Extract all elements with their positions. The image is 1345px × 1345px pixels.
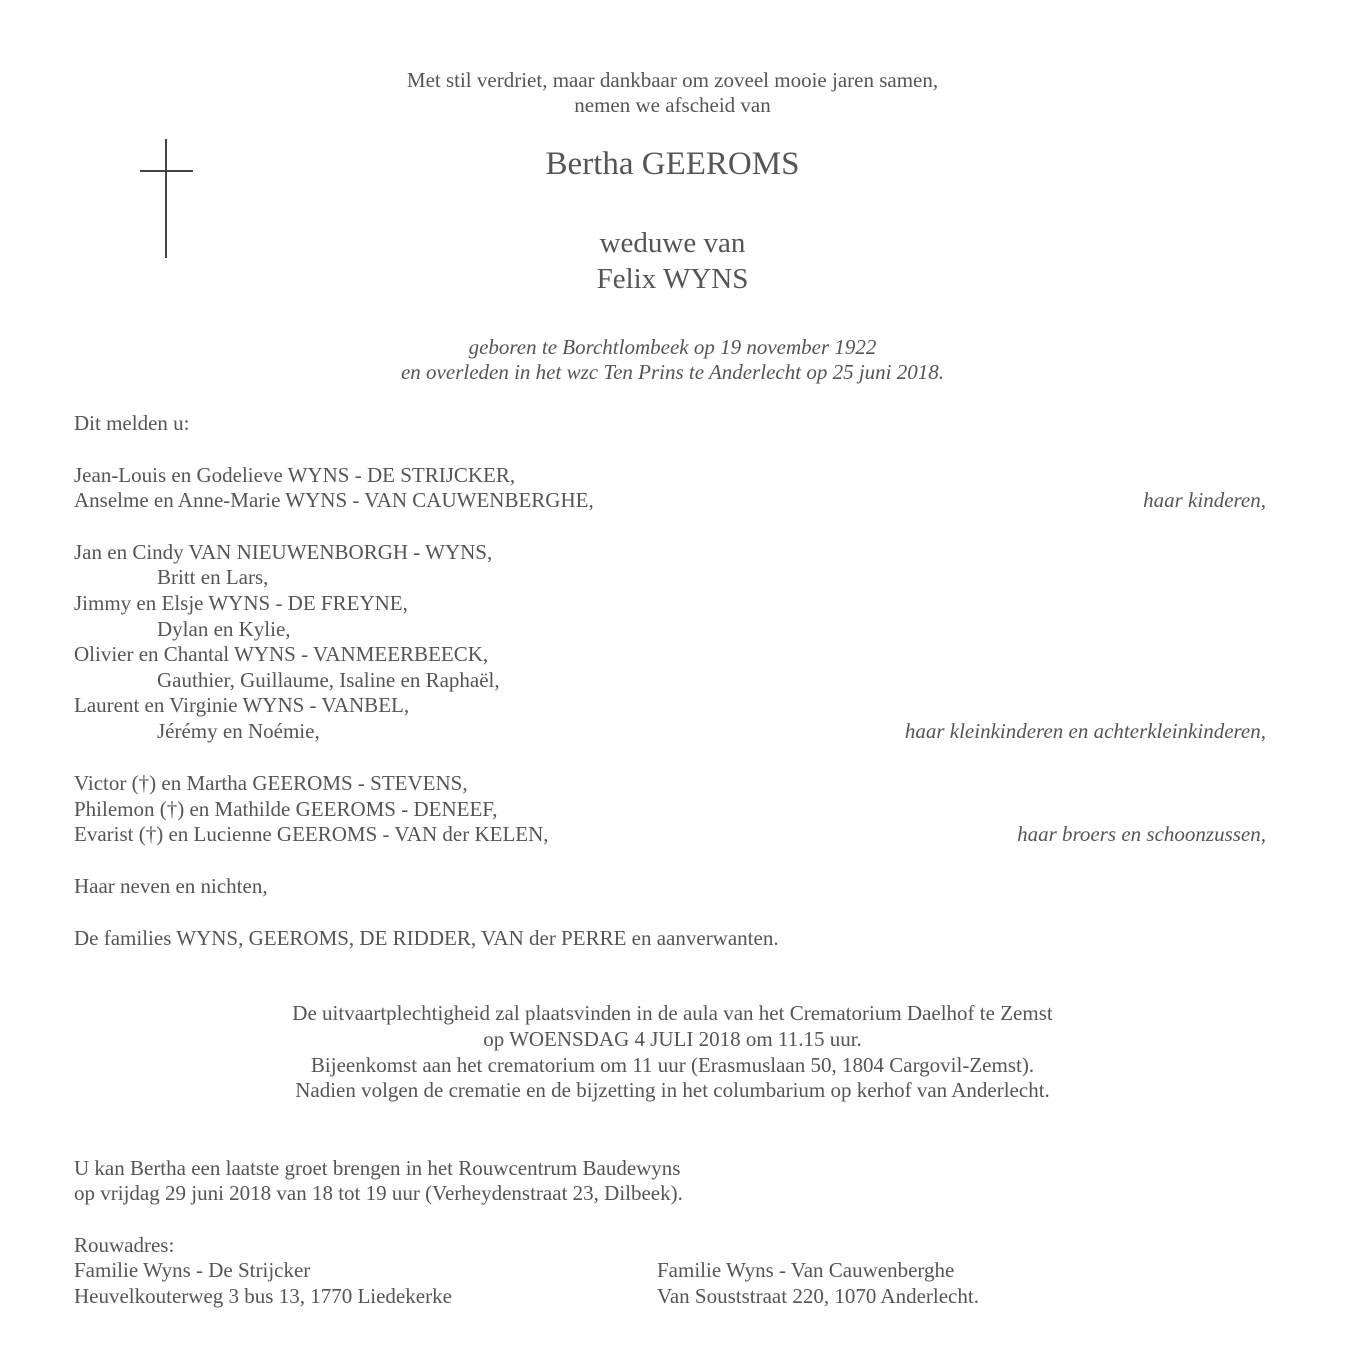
ceremony-line: De uitvaartplechtigheid zal plaatsvinden in de aula van het Crematorium Daelhof te Zemst	[292, 1001, 1053, 1025]
intro-line-2: nemen we afscheid van	[574, 93, 771, 117]
address-1-name: Familie Wyns - De Strijcker	[74, 1258, 311, 1282]
child-line: Anselme en Anne-Marie WYNS - VAN CAUWENBERGHE,	[74, 488, 594, 512]
child-line: Jean-Louis en Godelieve WYNS - DE STRIJCKER,	[74, 463, 516, 487]
grandchild-line: Laurent en Virginie WYNS - VANBEL,	[74, 693, 410, 717]
ceremony-line: op WOENSDAG 4 JULI 2018 om 11.15 uur.	[483, 1027, 862, 1051]
grandchildren-relation: haar kleinkinderen en achterkleinkinderen,	[904, 719, 1266, 743]
cousins-line: Haar neven en nichten,	[74, 874, 268, 898]
address-2-name: Familie Wyns - Van Cauwenberghe	[657, 1258, 955, 1282]
grandchild-line: Jérémy en Noémie,	[157, 719, 320, 743]
sibling-line: Victor (†) en Martha GEEROMS - STEVENS,	[74, 771, 468, 795]
announce-label: Dit melden u:	[74, 411, 190, 435]
grandchild-line: Jan en Cindy VAN NIEUWENBORGH - WYNS,	[74, 540, 493, 564]
grandchild-line: Gauthier, Guillaume, Isaline en Raphaël,	[157, 668, 500, 692]
address-2-street: Van Souststraat 220, 1070 Anderlecht.	[657, 1284, 979, 1308]
families-line: De families WYNS, GEEROMS, DE RIDDER, VAN der PERRE en aanverwanten.	[74, 926, 779, 950]
death-line: en overleden in het wzc Ten Prins te Anderlecht op 25 juni 2018.	[400, 360, 944, 384]
grandchild-line: Dylan en Kylie,	[157, 617, 291, 641]
address-label: Rouwadres:	[74, 1233, 175, 1257]
sibling-line: Evarist (†) en Lucienne GEEROMS - VAN der KELEN,	[74, 822, 549, 846]
grandchild-line: Jimmy en Elsje WYNS - DE FREYNE,	[74, 591, 408, 615]
intro-line-1: Met stil verdriet, maar dankbaar om zoveel mooie jaren samen,	[406, 68, 939, 92]
visitation-line: op vrijdag 29 juni 2018 van 18 tot 19 uur (Verheydenstraat 23, Dilbeek).	[74, 1181, 683, 1205]
visitation-line: U kan Bertha een laatste groet brengen in het Rouwcentrum Baudewyns	[74, 1156, 681, 1180]
grandchild-line: Britt en Lars,	[157, 565, 269, 589]
ceremony-line: Nadien volgen de crematie en de bijzetting in het columbarium op kerhof van Anderlecht.	[295, 1078, 1050, 1102]
siblings-relation: haar broers en schoonzussen,	[1017, 822, 1266, 846]
sibling-line: Philemon (†) en Mathilde GEEROMS - DENEEF,	[74, 797, 498, 821]
grandchild-line: Olivier en Chantal WYNS - VANMEERBEECK,	[74, 642, 489, 666]
deceased-name: Bertha GEEROMS	[545, 146, 800, 182]
children-relation: haar kinderen,	[1143, 488, 1266, 512]
spouse-label: weduwe van	[599, 227, 746, 259]
birth-line: geboren te Borchtlombeek op 19 november 1922	[468, 335, 877, 359]
address-1-street: Heuvelkouterweg 3 bus 13, 1770 Liedekerke	[74, 1284, 452, 1308]
ceremony-line: Bijeenkomst aan het crematorium om 11 uur (Erasmuslaan 50, 1804 Cargovil-Zemst).	[310, 1053, 1035, 1077]
spouse-name: Felix WYNS	[596, 263, 749, 295]
